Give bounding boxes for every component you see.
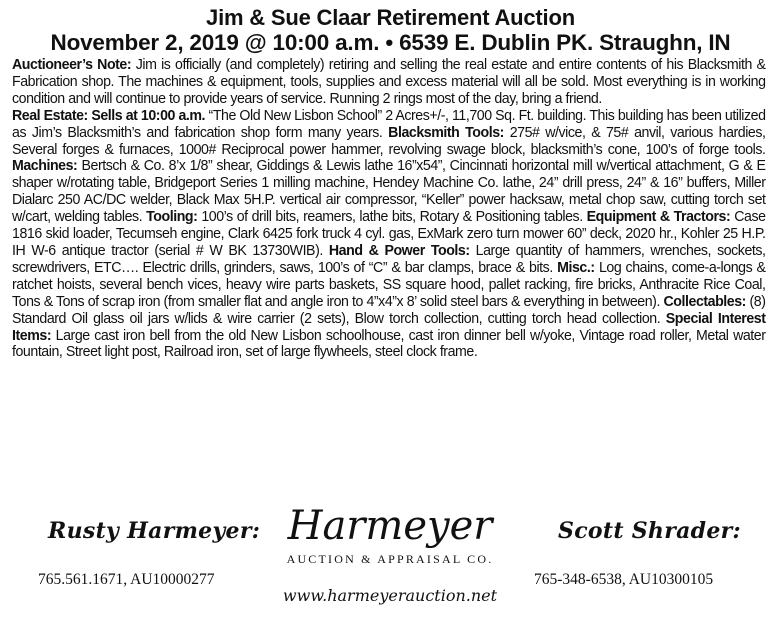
logo-wordmark: Harmeyer	[287, 503, 493, 549]
company-website-link[interactable]: www.harmeyerauction.net	[282, 586, 498, 605]
logo-tagline: AUCTION & APPRAISAL CO.	[286, 552, 494, 566]
collectables-text: (8) Standard Oil glass oil jars w/lids & wire carrier (2 sets), Blow torch collection, cutting torch head collection.	[12, 293, 766, 327]
tooling-label: Tooling:	[146, 209, 198, 226]
misc-label: Misc.:	[557, 259, 595, 276]
equipment-tractors-text: Case 1816 skid loader, Tecumseh engine, Clark 6425 fork truck 4 cyl. gas, ExMark zero turn mower 60” deck, 2020 hr., Kohler 25 H.P. IH W-6 antique tractor (serial # W BK 13730WIB).	[12, 209, 766, 259]
special-interest-text: Large cast iron bell from the old New Lisbon schoolhouse, cast iron dinner bell w/yoke, Vintage road roller, Metal water fountain, Street light post, Railroad iron, set of large flywheels, steel clock frame.	[12, 327, 766, 361]
auction-description	[12, 57, 766, 361]
auctioneer-note-label: Auctioneer’s Note:	[12, 57, 132, 73]
blacksmith-tools-label: Blacksmith Tools:	[388, 124, 504, 141]
auctioneer-phone-right: 765-348-6538, AU10300105	[534, 571, 714, 588]
auctioneer-signature-left: Rusty Harmeyer:	[48, 518, 261, 544]
real-estate-label: Real Estate: Sells at 10:00 a.m.	[12, 107, 206, 124]
auctioneer-phone-left: 765.561.1671, AU10000277	[38, 571, 215, 588]
auctioneer-note-paragraph	[12, 57, 766, 108]
page-title: Jim & Sue Claar Retirement Auction	[206, 5, 575, 30]
collectables-label: Collectables:	[663, 293, 746, 310]
hand-power-tools-label: Hand & Power Tools:	[328, 242, 470, 259]
hand-power-tools-text: Large quantity of hammers, wrenches, sockets, screwdrivers, ETC…. Electric drills, grinders, saws, 100’s of “C” & bar clamps, brace & bits.	[12, 242, 766, 276]
machines-text: Bertsch & Co. 8’x 1/8” shear, Giddings & Lewis lathe 16”x54”, Cincinnati horizontal mill w/vertical attachment, G & E shaper w/rotating table, Bridgeport Series 1 milling machine, Hendey Machine Co. lathe, 24” drill press, 24” & 16” buffers, Miller Dialarc 250 AC/DC welder, Black Max 5H.P. vertical air compressor, “Keller” power hacksaw, metal chop saw, cutting torch set w/cart, welding tables.	[12, 158, 766, 226]
special-interest-label: Special Interest Items:	[12, 310, 766, 344]
real-estate-text: “The Old New Lisbon School” 2 Acres+/-, 11,700 Sq. Ft. building. This building has been utilized as Jim’s Blacksmith’s and fabrication shop form many years.	[12, 107, 766, 141]
company-logo	[268, 502, 512, 614]
misc-text: Log chains, come-a-longs & ratchet hoists, several bench vices, heavy wire parts baskets, SS square hood, pallet racking, fire bricks, Anthracite Rice Coal, Tons & Tons of scrap iron (from smaller flat and angle iron to 4”x4”x 8’ solid steel bars & everything in between).	[12, 259, 766, 310]
contact-footer	[0, 498, 781, 620]
listing-paragraph	[12, 108, 766, 362]
auction-date-location: November 2, 2019 @ 10:00 a.m. • 6539 E. Dublin PK. Straughn, IN	[50, 30, 731, 55]
auctioneer-signature-right: Scott Shrader:	[558, 518, 741, 544]
auctioneer-note-text: Jim is officially (and completely) retiring and selling the real estate and entire contents of his Blacksmith & Fabrication shop. The machines & equipment, tools, supplies and excess material will all be sold. Most everything is in working condition and will continue to provide years of service. Running 2 rings most of the day, bring a friend.	[12, 57, 766, 107]
machines-label: Machines:	[12, 158, 78, 175]
blacksmith-tools-text: 275# w/vice, & 75# anvil, various hardies, Several forges & furnaces, 1000# Reciprocal power hammer, revolving swage block, blacksmith’s cone, 100’s of forge tools.	[12, 124, 766, 158]
equipment-tractors-label: Equipment & Tractors:	[586, 209, 731, 226]
tooling-text: 100’s of drill bits, reamers, lathe bits, Rotary & Positioning tables.	[197, 209, 587, 226]
